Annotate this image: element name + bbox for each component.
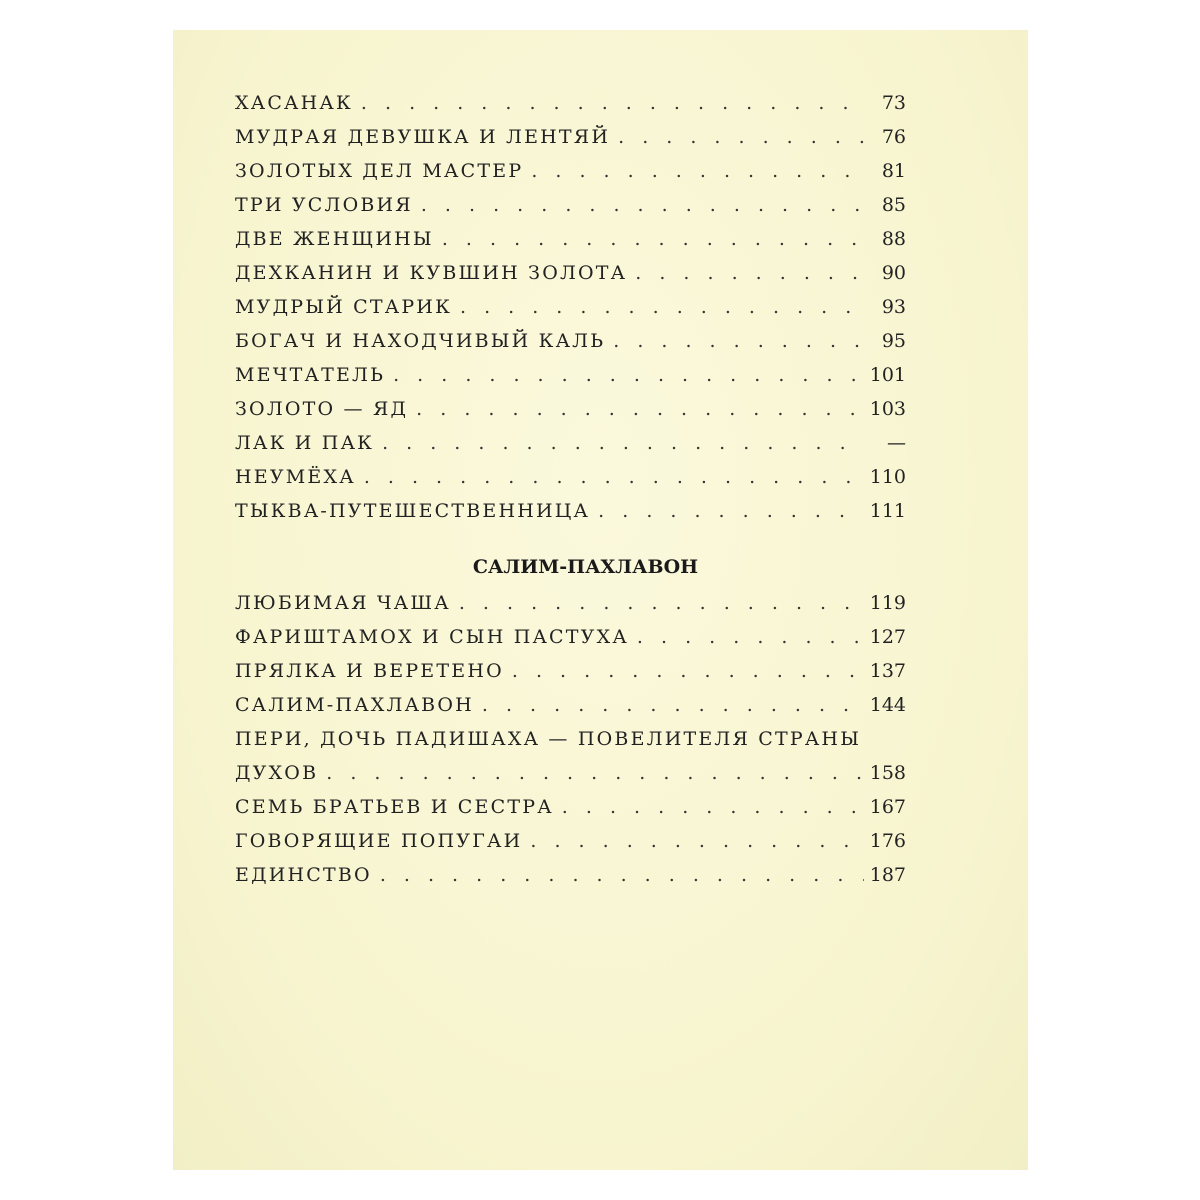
toc-entry-title: ДЕХКАНИН И КУВШИН ЗОЛОТА bbox=[235, 262, 628, 284]
toc-entry-title: ЛАК И ПАК bbox=[235, 432, 375, 454]
toc-entry bbox=[235, 228, 906, 262]
toc-entry bbox=[235, 796, 906, 830]
dot-leader bbox=[598, 500, 864, 522]
toc-entry-title: САЛИМ-ПАХЛАВОН bbox=[235, 694, 474, 716]
dot-leader bbox=[635, 262, 864, 284]
table-of-contents bbox=[235, 92, 906, 898]
toc-entry bbox=[235, 296, 906, 330]
dot-leader bbox=[361, 92, 864, 114]
toc-entry bbox=[235, 626, 906, 660]
toc-entry-page: 119 bbox=[869, 592, 906, 614]
toc-entry-page: 137 bbox=[869, 660, 906, 682]
toc-entry-page: 158 bbox=[869, 762, 906, 784]
toc-entry-page: — bbox=[887, 432, 906, 454]
toc-entry bbox=[235, 330, 906, 364]
toc-entry bbox=[235, 126, 906, 160]
toc-entry-page: 144 bbox=[869, 694, 906, 716]
dot-leader bbox=[442, 228, 864, 250]
toc-entry-page: 81 bbox=[881, 160, 906, 182]
toc-entry bbox=[235, 432, 906, 466]
dot-leader bbox=[380, 864, 864, 886]
toc-entry-title: ЕДИНСТВО bbox=[235, 864, 372, 886]
toc-entry-title: НЕУМЁХА bbox=[235, 466, 356, 488]
dot-leader bbox=[482, 694, 864, 716]
toc-entry-title: ТЫКВА-ПУТЕШЕСТВЕННИЦА bbox=[235, 500, 591, 522]
dot-leader bbox=[512, 660, 864, 682]
book-page bbox=[173, 30, 1028, 1170]
dot-leader bbox=[459, 592, 864, 614]
toc-entry-title: ТРИ УСЛОВИЯ bbox=[235, 194, 413, 216]
toc-entry bbox=[235, 500, 906, 534]
toc-entry-page: 176 bbox=[869, 830, 906, 852]
toc-entry bbox=[235, 92, 906, 126]
toc-entry bbox=[235, 364, 906, 398]
section-heading: САЛИМ-ПАХЛАВОН bbox=[472, 556, 699, 578]
toc-entry-title: ГОВОРЯЩИЕ ПОПУГАИ bbox=[235, 830, 523, 852]
dot-leader bbox=[460, 296, 864, 318]
toc-entry-title: ЗОЛОТО — ЯД bbox=[235, 398, 409, 420]
dot-leader bbox=[531, 160, 864, 182]
dot-leader bbox=[637, 626, 864, 648]
toc-entry-title: ФАРИШТАМОХ И СЫН ПАСТУХА bbox=[235, 626, 629, 648]
toc-entry-page: 127 bbox=[869, 626, 906, 648]
toc-entry-title: ДВЕ ЖЕНЩИНЫ bbox=[235, 228, 434, 250]
toc-entry-page: 90 bbox=[881, 262, 906, 284]
toc-entry-page: 76 bbox=[881, 126, 906, 148]
dot-leader bbox=[393, 364, 864, 386]
dot-leader bbox=[613, 330, 864, 352]
toc-entry-page: 167 bbox=[869, 796, 906, 818]
toc-entry bbox=[235, 262, 906, 296]
toc-entry-title: МУДРАЯ ДЕВУШКА И ЛЕНТЯЙ bbox=[235, 126, 611, 148]
toc-entry-page: 93 bbox=[881, 296, 906, 318]
toc-entry bbox=[235, 398, 906, 432]
toc-entry-title: МЕЧТАТЕЛЬ bbox=[235, 364, 386, 386]
toc-entry-page: 187 bbox=[869, 864, 906, 886]
toc-entry-title: ХАСАНАК bbox=[235, 92, 353, 114]
toc-entry bbox=[235, 194, 906, 228]
toc-entry-page: 101 bbox=[869, 364, 906, 386]
toc-entry bbox=[235, 592, 906, 626]
toc-entry bbox=[235, 466, 906, 500]
toc-entry bbox=[235, 830, 906, 864]
toc-entry bbox=[235, 694, 906, 728]
dot-leader bbox=[562, 796, 864, 818]
dot-leader bbox=[326, 762, 863, 784]
toc-entry bbox=[235, 160, 906, 194]
toc-entry-page: 73 bbox=[881, 92, 906, 114]
toc-entry-page: 95 bbox=[881, 330, 906, 352]
dot-leader bbox=[618, 126, 864, 148]
toc-entry-title: ДУХОВ bbox=[235, 762, 319, 784]
toc-entry bbox=[235, 728, 906, 762]
toc-entry bbox=[235, 660, 906, 694]
dot-leader bbox=[382, 432, 864, 454]
toc-entry-page: 103 bbox=[869, 398, 906, 420]
toc-entry-title: ПРЯЛКА И ВЕРЕТЕНО bbox=[235, 660, 504, 682]
toc-entry-title: СЕМЬ БРАТЬЕВ И СЕСТРА bbox=[235, 796, 554, 818]
toc-entry-title: МУДРЫЙ СТАРИК bbox=[235, 296, 452, 318]
toc-entry-title: ПЕРИ, ДОЧЬ ПАДИШАХА — ПОВЕЛИТЕЛЯ СТРАНЫ bbox=[235, 728, 862, 750]
dot-leader bbox=[416, 398, 864, 420]
toc-entry-page: 88 bbox=[881, 228, 906, 250]
toc-entry-page: 111 bbox=[869, 500, 906, 522]
toc-entry-title: БОГАЧ И НАХОДЧИВЫЙ КАЛЬ bbox=[235, 330, 606, 352]
toc-entry-title: ЛЮБИМАЯ ЧАША bbox=[235, 592, 451, 614]
toc-entry-page: 110 bbox=[869, 466, 906, 488]
dot-leader bbox=[364, 466, 864, 488]
toc-entry bbox=[235, 864, 906, 898]
dot-leader bbox=[421, 194, 864, 216]
toc-entry-page: 85 bbox=[881, 194, 906, 216]
dot-leader bbox=[530, 830, 863, 852]
toc-entry-title: ЗОЛОТЫХ ДЕЛ МАСТЕР bbox=[235, 160, 524, 182]
toc-entry bbox=[235, 762, 906, 796]
